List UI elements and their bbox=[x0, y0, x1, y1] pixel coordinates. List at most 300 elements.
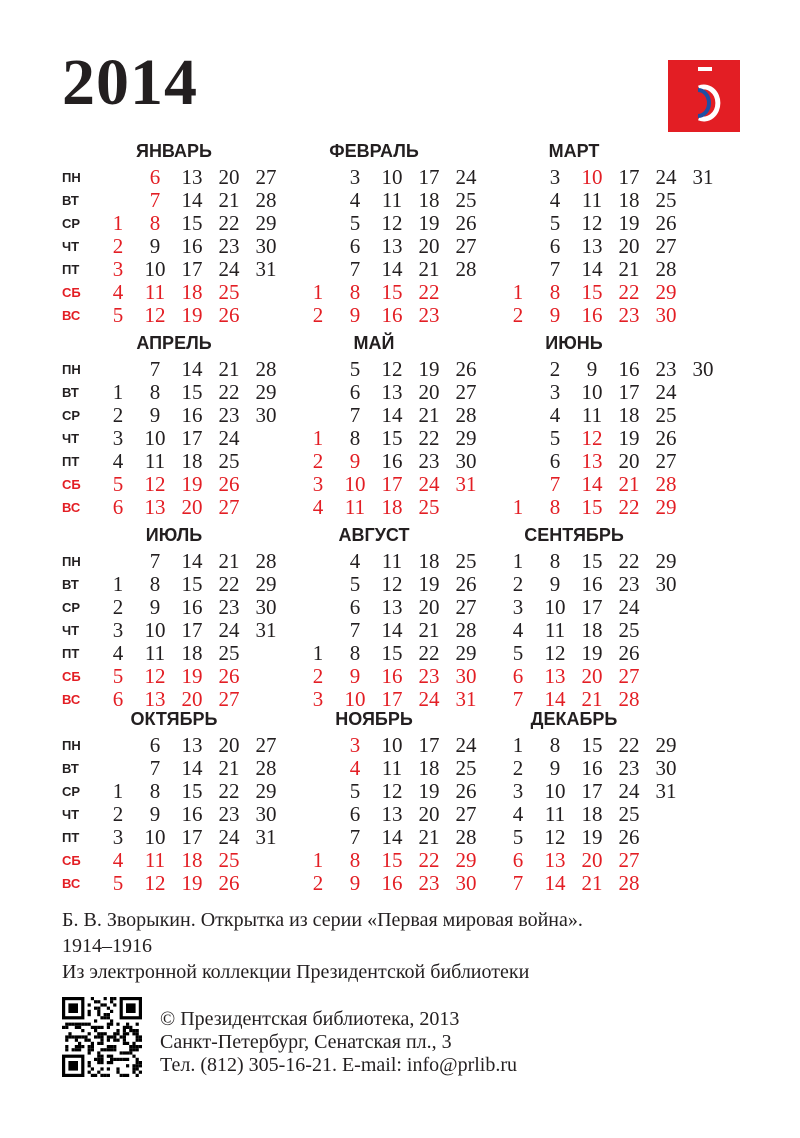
date-cell: 12 bbox=[144, 303, 166, 327]
date-cell: 4 bbox=[349, 756, 361, 780]
weekday-row bbox=[462, 573, 686, 596]
date-cell: 29 bbox=[455, 848, 477, 872]
date-cell: 12 bbox=[144, 664, 166, 688]
date-cell: 31 bbox=[255, 825, 277, 849]
date-cell: 2 bbox=[312, 871, 324, 895]
month-name: МАЙ bbox=[353, 333, 395, 353]
date-cell: 17 bbox=[581, 779, 603, 803]
date-cell: 11 bbox=[144, 848, 166, 872]
month-name: ЯНВАРЬ bbox=[136, 141, 212, 161]
date-cell: 16 bbox=[381, 303, 403, 327]
date-cell: 18 bbox=[418, 756, 440, 780]
date-cell: 19 bbox=[181, 664, 203, 688]
weekday-row bbox=[262, 235, 486, 258]
date-cell: 13 bbox=[181, 733, 203, 757]
date-cell: 31 bbox=[655, 779, 677, 803]
date-cell: 6 bbox=[112, 495, 124, 519]
date-cell: 2 bbox=[312, 664, 324, 688]
weekday-label: ПН bbox=[62, 170, 81, 185]
date-cell: 25 bbox=[455, 756, 477, 780]
date-cell: 13 bbox=[381, 234, 403, 258]
date-cell: 1 bbox=[112, 211, 124, 235]
weekday-row bbox=[262, 803, 486, 826]
date-cell: 24 bbox=[655, 380, 677, 404]
date-cell: 13 bbox=[544, 664, 566, 688]
date-cell: 27 bbox=[618, 848, 640, 872]
date-cell: 8 bbox=[349, 848, 361, 872]
date-cell: 1 bbox=[512, 549, 524, 573]
weekday-row bbox=[262, 734, 486, 757]
date-cell: 21 bbox=[218, 188, 240, 212]
date-cell: 24 bbox=[618, 779, 640, 803]
date-cell: 22 bbox=[418, 280, 440, 304]
month-block bbox=[62, 524, 286, 714]
date-cell: 18 bbox=[581, 618, 603, 642]
weekday-row bbox=[462, 427, 686, 450]
weekday-label: СБ bbox=[62, 477, 81, 492]
weekday-row bbox=[62, 596, 286, 619]
date-cell: 9 bbox=[149, 595, 161, 619]
date-cell: 16 bbox=[181, 595, 203, 619]
weekday-label: ЧТ bbox=[62, 623, 80, 638]
date-cell: 1 bbox=[312, 641, 324, 665]
date-cell: 10 bbox=[344, 472, 366, 496]
date-cell: 21 bbox=[418, 257, 440, 281]
date-cell: 8 bbox=[549, 549, 561, 573]
date-cell: 26 bbox=[218, 472, 240, 496]
date-cell: 19 bbox=[418, 572, 440, 596]
date-cell: 27 bbox=[255, 733, 277, 757]
date-cell: 15 bbox=[581, 733, 603, 757]
date-cell: 17 bbox=[181, 426, 203, 450]
month-block bbox=[462, 708, 686, 898]
date-cell: 8 bbox=[349, 280, 361, 304]
date-cell: 15 bbox=[381, 280, 403, 304]
weekday-row bbox=[262, 780, 486, 803]
weekday-row bbox=[462, 381, 686, 404]
date-cell: 26 bbox=[455, 211, 477, 235]
date-cell: 10 bbox=[144, 257, 166, 281]
date-cell: 9 bbox=[149, 403, 161, 427]
date-cell: 15 bbox=[181, 380, 203, 404]
date-cell: 5 bbox=[349, 211, 361, 235]
date-cell: 3 bbox=[112, 257, 124, 281]
date-cell: 23 bbox=[618, 303, 640, 327]
date-cell: 6 bbox=[349, 234, 361, 258]
date-cell: 14 bbox=[544, 687, 566, 711]
weekday-row bbox=[62, 849, 286, 872]
date-cell: 14 bbox=[381, 257, 403, 281]
date-cell: 5 bbox=[349, 779, 361, 803]
weekday-row bbox=[62, 803, 286, 826]
date-cell: 5 bbox=[549, 211, 561, 235]
date-cell: 20 bbox=[218, 733, 240, 757]
date-cell: 5 bbox=[349, 357, 361, 381]
weekday-row bbox=[462, 665, 686, 688]
date-cell: 17 bbox=[181, 618, 203, 642]
date-cell: 2 bbox=[512, 756, 524, 780]
date-cell: 30 bbox=[255, 403, 277, 427]
date-cell: 28 bbox=[255, 188, 277, 212]
date-cell: 22 bbox=[218, 211, 240, 235]
date-cell: 25 bbox=[418, 495, 440, 519]
weekday-row bbox=[62, 427, 286, 450]
date-cell: 6 bbox=[512, 848, 524, 872]
date-cell: 7 bbox=[149, 357, 161, 381]
date-cell: 18 bbox=[181, 848, 203, 872]
date-cell: 10 bbox=[381, 165, 403, 189]
date-cell: 25 bbox=[655, 403, 677, 427]
date-cell: 18 bbox=[381, 495, 403, 519]
date-cell: 11 bbox=[544, 802, 566, 826]
date-cell: 14 bbox=[181, 549, 203, 573]
date-cell: 20 bbox=[218, 165, 240, 189]
weekday-row bbox=[62, 872, 286, 895]
date-cell: 1 bbox=[312, 280, 324, 304]
weekday-row bbox=[262, 404, 486, 427]
date-cell: 29 bbox=[255, 779, 277, 803]
weekday-row bbox=[62, 550, 286, 573]
copyright-line: © Президентская библиотека, 2013 bbox=[160, 1008, 460, 1030]
date-cell: 12 bbox=[144, 871, 166, 895]
date-cell: 3 bbox=[349, 733, 361, 757]
weekday-row bbox=[62, 235, 286, 258]
date-cell: 3 bbox=[549, 165, 561, 189]
date-cell: 22 bbox=[418, 848, 440, 872]
date-cell: 29 bbox=[255, 380, 277, 404]
weekday-label: ВС bbox=[62, 308, 81, 323]
weekday-label: ПТ bbox=[62, 830, 80, 845]
date-cell: 25 bbox=[218, 641, 240, 665]
date-cell: 9 bbox=[349, 303, 361, 327]
weekday-row bbox=[62, 450, 286, 473]
date-cell: 26 bbox=[455, 572, 477, 596]
date-cell: 12 bbox=[381, 779, 403, 803]
date-cell: 18 bbox=[181, 641, 203, 665]
weekday-row bbox=[462, 780, 686, 803]
weekday-row bbox=[62, 212, 286, 235]
date-cell: 23 bbox=[655, 357, 677, 381]
month-block bbox=[62, 140, 286, 330]
date-cell: 25 bbox=[618, 802, 640, 826]
weekday-row bbox=[262, 496, 486, 519]
weekday-label: ВС bbox=[62, 876, 81, 891]
date-cell: 4 bbox=[349, 188, 361, 212]
date-cell: 6 bbox=[549, 234, 561, 258]
date-cell: 8 bbox=[349, 426, 361, 450]
date-cell: 19 bbox=[181, 303, 203, 327]
month-block bbox=[262, 332, 486, 522]
weekday-row bbox=[462, 450, 686, 473]
date-cell: 5 bbox=[549, 426, 561, 450]
date-cell: 13 bbox=[381, 380, 403, 404]
date-cell: 31 bbox=[692, 165, 714, 189]
date-cell: 21 bbox=[218, 549, 240, 573]
date-cell: 27 bbox=[455, 595, 477, 619]
date-cell: 29 bbox=[255, 211, 277, 235]
date-cell: 14 bbox=[181, 756, 203, 780]
date-cell: 22 bbox=[618, 280, 640, 304]
weekday-row bbox=[262, 304, 486, 327]
date-cell: 4 bbox=[349, 549, 361, 573]
date-cell: 21 bbox=[581, 687, 603, 711]
date-cell: 25 bbox=[655, 188, 677, 212]
contacts-block bbox=[160, 1008, 720, 1077]
date-cell: 26 bbox=[455, 779, 477, 803]
date-cell: 23 bbox=[218, 595, 240, 619]
date-cell: 12 bbox=[544, 641, 566, 665]
weekday-row bbox=[262, 550, 486, 573]
date-cell: 11 bbox=[544, 618, 566, 642]
date-cell: 9 bbox=[149, 802, 161, 826]
date-cell: 12 bbox=[581, 426, 603, 450]
date-cell: 30 bbox=[255, 234, 277, 258]
weekday-row bbox=[62, 734, 286, 757]
date-cell: 10 bbox=[581, 380, 603, 404]
weekday-row bbox=[462, 596, 686, 619]
date-cell: 27 bbox=[218, 495, 240, 519]
date-cell: 24 bbox=[455, 165, 477, 189]
date-cell: 12 bbox=[381, 211, 403, 235]
date-cell: 15 bbox=[181, 211, 203, 235]
weekday-label: ЧТ bbox=[62, 431, 80, 446]
date-cell: 18 bbox=[418, 188, 440, 212]
weekday-label: ВТ bbox=[62, 577, 79, 592]
weekday-label: ВТ bbox=[62, 193, 79, 208]
date-cell: 25 bbox=[455, 188, 477, 212]
weekday-row bbox=[62, 258, 286, 281]
date-cell: 9 bbox=[349, 871, 361, 895]
date-cell: 30 bbox=[255, 802, 277, 826]
weekday-label: ПТ bbox=[62, 262, 80, 277]
date-cell: 23 bbox=[618, 572, 640, 596]
weekday-row bbox=[62, 780, 286, 803]
date-cell: 27 bbox=[455, 234, 477, 258]
date-cell: 3 bbox=[112, 825, 124, 849]
caption-line-2: 1914–1916 bbox=[62, 935, 152, 957]
date-cell: 16 bbox=[181, 403, 203, 427]
month-name: ИЮНЬ bbox=[545, 333, 603, 353]
date-cell: 28 bbox=[255, 357, 277, 381]
date-cell: 18 bbox=[618, 188, 640, 212]
date-cell: 7 bbox=[149, 549, 161, 573]
weekday-row bbox=[262, 358, 486, 381]
month-name: ДЕКАБРЬ bbox=[530, 709, 618, 729]
date-cell: 29 bbox=[255, 572, 277, 596]
date-cell: 22 bbox=[618, 549, 640, 573]
date-cell: 21 bbox=[618, 257, 640, 281]
date-cell: 27 bbox=[218, 687, 240, 711]
date-cell: 14 bbox=[181, 357, 203, 381]
date-cell: 16 bbox=[618, 357, 640, 381]
date-cell: 11 bbox=[381, 549, 403, 573]
date-cell: 18 bbox=[618, 403, 640, 427]
weekday-row bbox=[462, 496, 686, 519]
date-cell: 11 bbox=[344, 495, 366, 519]
date-cell: 31 bbox=[255, 618, 277, 642]
month-name: ОКТЯБРЬ bbox=[130, 709, 218, 729]
date-cell: 10 bbox=[144, 618, 166, 642]
date-cell: 28 bbox=[618, 687, 640, 711]
month-block bbox=[262, 708, 486, 898]
date-cell: 6 bbox=[149, 165, 161, 189]
date-cell: 5 bbox=[112, 303, 124, 327]
weekday-label: ПН bbox=[62, 362, 81, 377]
weekday-row bbox=[262, 619, 486, 642]
date-cell: 11 bbox=[581, 188, 603, 212]
date-cell: 11 bbox=[581, 403, 603, 427]
date-cell: 7 bbox=[149, 756, 161, 780]
date-cell: 7 bbox=[512, 871, 524, 895]
date-cell: 5 bbox=[112, 472, 124, 496]
date-cell: 23 bbox=[418, 449, 440, 473]
date-cell: 30 bbox=[655, 756, 677, 780]
weekday-row bbox=[262, 189, 486, 212]
date-cell: 14 bbox=[581, 257, 603, 281]
date-cell: 29 bbox=[455, 641, 477, 665]
date-cell: 26 bbox=[218, 303, 240, 327]
date-cell: 19 bbox=[181, 472, 203, 496]
date-cell: 28 bbox=[255, 756, 277, 780]
date-cell: 13 bbox=[581, 234, 603, 258]
date-cell: 30 bbox=[455, 871, 477, 895]
date-cell: 8 bbox=[149, 572, 161, 596]
weekday-row bbox=[62, 304, 286, 327]
date-cell: 21 bbox=[218, 357, 240, 381]
date-cell: 4 bbox=[549, 403, 561, 427]
weekday-row bbox=[62, 404, 286, 427]
date-cell: 15 bbox=[381, 848, 403, 872]
date-cell: 26 bbox=[618, 641, 640, 665]
date-cell: 24 bbox=[218, 426, 240, 450]
weekday-label: ВТ bbox=[62, 761, 79, 776]
date-cell: 6 bbox=[112, 687, 124, 711]
date-cell: 3 bbox=[549, 380, 561, 404]
date-cell: 6 bbox=[149, 733, 161, 757]
date-cell: 20 bbox=[418, 234, 440, 258]
date-cell: 10 bbox=[344, 687, 366, 711]
date-cell: 2 bbox=[112, 595, 124, 619]
date-cell: 3 bbox=[512, 779, 524, 803]
date-cell: 25 bbox=[218, 280, 240, 304]
date-cell: 23 bbox=[418, 664, 440, 688]
date-cell: 1 bbox=[312, 426, 324, 450]
date-cell: 23 bbox=[618, 756, 640, 780]
weekday-row bbox=[462, 734, 686, 757]
date-cell: 19 bbox=[618, 426, 640, 450]
date-cell: 15 bbox=[381, 426, 403, 450]
weekday-label: ВС bbox=[62, 692, 81, 707]
date-cell: 8 bbox=[549, 733, 561, 757]
weekday-label: ВТ bbox=[62, 385, 79, 400]
date-cell: 15 bbox=[381, 641, 403, 665]
date-cell: 16 bbox=[581, 303, 603, 327]
date-cell: 16 bbox=[381, 871, 403, 895]
date-cell: 15 bbox=[181, 572, 203, 596]
month-name: МАРТ bbox=[548, 141, 600, 161]
weekday-row bbox=[262, 281, 486, 304]
date-cell: 20 bbox=[581, 848, 603, 872]
date-cell: 7 bbox=[349, 825, 361, 849]
date-cell: 12 bbox=[381, 572, 403, 596]
date-cell: 21 bbox=[218, 756, 240, 780]
weekday-row bbox=[262, 849, 486, 872]
date-cell: 9 bbox=[149, 234, 161, 258]
date-cell: 10 bbox=[144, 426, 166, 450]
date-cell: 22 bbox=[618, 495, 640, 519]
weekday-row bbox=[262, 596, 486, 619]
date-cell: 26 bbox=[455, 357, 477, 381]
weekday-row bbox=[62, 665, 286, 688]
weekday-label: ПН bbox=[62, 738, 81, 753]
date-cell: 10 bbox=[544, 779, 566, 803]
month-name: СЕНТЯБРЬ bbox=[524, 525, 624, 545]
date-cell: 20 bbox=[618, 234, 640, 258]
date-cell: 20 bbox=[418, 595, 440, 619]
weekday-label: ПН bbox=[62, 554, 81, 569]
month-name: ИЮЛЬ bbox=[145, 525, 203, 545]
date-cell: 9 bbox=[349, 664, 361, 688]
date-cell: 2 bbox=[312, 303, 324, 327]
date-cell: 31 bbox=[455, 472, 477, 496]
date-cell: 19 bbox=[418, 357, 440, 381]
date-cell: 16 bbox=[581, 756, 603, 780]
weekday-row bbox=[462, 404, 686, 427]
date-cell: 15 bbox=[581, 549, 603, 573]
date-cell: 24 bbox=[618, 595, 640, 619]
date-cell: 18 bbox=[418, 549, 440, 573]
weekday-row bbox=[462, 826, 686, 849]
date-cell: 20 bbox=[618, 449, 640, 473]
date-cell: 31 bbox=[455, 687, 477, 711]
date-cell: 12 bbox=[544, 825, 566, 849]
date-cell: 27 bbox=[655, 234, 677, 258]
weekday-row bbox=[262, 473, 486, 496]
date-cell: 20 bbox=[581, 664, 603, 688]
weekday-row bbox=[62, 166, 286, 189]
date-cell: 19 bbox=[618, 211, 640, 235]
date-cell: 6 bbox=[349, 380, 361, 404]
date-cell: 21 bbox=[418, 403, 440, 427]
date-cell: 10 bbox=[544, 595, 566, 619]
weekday-row bbox=[462, 872, 686, 895]
month-block bbox=[462, 332, 714, 522]
weekday-row bbox=[462, 304, 686, 327]
date-cell: 24 bbox=[218, 257, 240, 281]
date-cell: 2 bbox=[549, 357, 561, 381]
date-cell: 9 bbox=[349, 449, 361, 473]
date-cell: 8 bbox=[149, 380, 161, 404]
date-cell: 22 bbox=[418, 426, 440, 450]
date-cell: 11 bbox=[144, 449, 166, 473]
weekday-label: СБ bbox=[62, 853, 81, 868]
date-cell: 4 bbox=[512, 618, 524, 642]
weekday-row bbox=[262, 665, 486, 688]
date-cell: 20 bbox=[418, 380, 440, 404]
date-cell: 2 bbox=[112, 802, 124, 826]
date-cell: 26 bbox=[618, 825, 640, 849]
weekday-label: СБ bbox=[62, 285, 81, 300]
date-cell: 20 bbox=[418, 802, 440, 826]
date-cell: 14 bbox=[581, 472, 603, 496]
date-cell: 28 bbox=[455, 618, 477, 642]
date-cell: 9 bbox=[549, 303, 561, 327]
month-block bbox=[262, 524, 486, 714]
weekday-row bbox=[62, 496, 286, 519]
weekday-row bbox=[262, 826, 486, 849]
date-cell: 29 bbox=[655, 733, 677, 757]
weekday-label: ЧТ bbox=[62, 807, 80, 822]
